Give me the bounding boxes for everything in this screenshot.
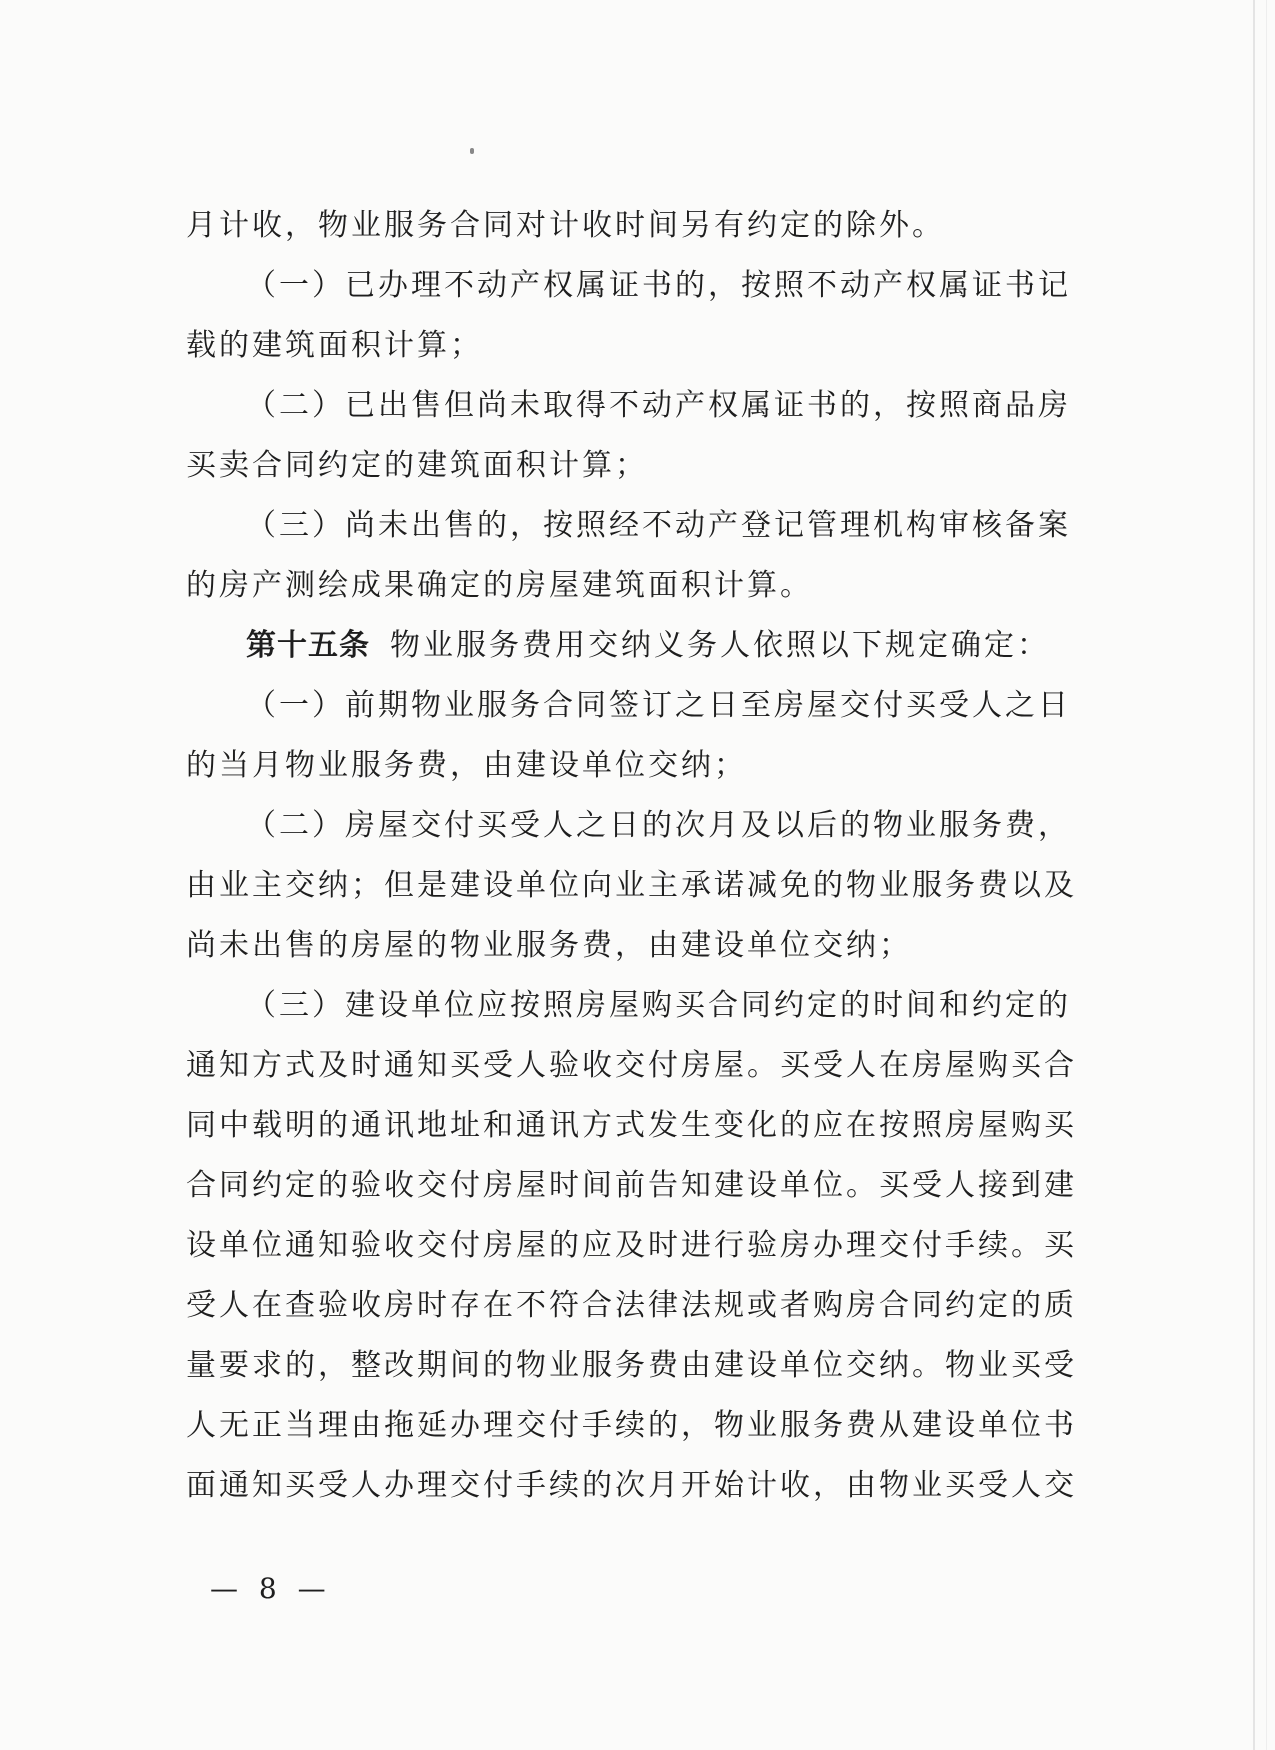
line-text: 买卖合同约定的建筑面积计算；	[186, 448, 648, 483]
text-line	[186, 496, 1122, 556]
text-line	[186, 1396, 1122, 1456]
text-line	[186, 436, 1122, 496]
line-text: 合同约定的验收交付房屋时间前告知建设单位。买受人接到建	[186, 1168, 1077, 1203]
text-line	[186, 1456, 1122, 1516]
scan-speck	[470, 148, 474, 154]
line-text: 的房产测绘成果确定的房屋建筑面积计算。	[186, 568, 813, 603]
text-line	[186, 1276, 1122, 1336]
line-text: （一）已办理不动产权属证书的，按照不动产权属证书记	[246, 268, 1071, 303]
line-text: 尚未出售的房屋的物业服务费，由建设单位交纳；	[186, 928, 912, 963]
line-text: 的当月物业服务费，由建设单位交纳；	[186, 748, 747, 783]
line-text: （二）已出售但尚未取得不动产权属证书的，按照商品房	[246, 388, 1071, 423]
text-line	[186, 1156, 1122, 1216]
page-edge	[1253, 0, 1255, 1750]
text-line	[186, 1336, 1122, 1396]
line-text: 月计收，物业服务合同对计收时间另有约定的除外。	[186, 208, 945, 243]
line-text: 同中载明的通讯地址和通讯方式发生变化的应在按照房屋购买	[186, 1108, 1077, 1143]
line-text: 面通知买受人办理交付手续的次月开始计收，由物业买受人交	[186, 1468, 1077, 1503]
text-line	[186, 1216, 1122, 1276]
text-line	[186, 616, 1122, 676]
text-line	[186, 916, 1122, 976]
line-text: 量要求的，整改期间的物业服务费由建设单位交纳。物业买受	[186, 1348, 1077, 1383]
text-line	[186, 376, 1122, 436]
text-line	[186, 736, 1122, 796]
text-line	[186, 796, 1122, 856]
document-body	[186, 196, 1122, 1516]
text-line	[186, 856, 1122, 916]
line-text: 人无正当理由拖延办理交付手续的，物业服务费从建设单位书	[186, 1408, 1077, 1443]
text-line	[186, 196, 1122, 256]
line-text: （一）前期物业服务合同签订之日至房屋交付买受人之日	[246, 688, 1071, 723]
page-number: — 8 —	[210, 1572, 332, 1605]
article-title: 第十五条	[246, 628, 370, 663]
line-text: （二）房屋交付买受人之日的次月及以后的物业服务费，	[246, 808, 1071, 843]
line-text: 载的建筑面积计算；	[186, 328, 483, 363]
line-text: 物业服务费用交纳义务人依照以下规定确定：	[390, 628, 1050, 663]
line-text: 通知方式及时通知买受人验收交付房屋。买受人在房屋购买合	[186, 1048, 1077, 1083]
text-line	[186, 316, 1122, 376]
line-text: 受人在查验收房时存在不符合法律法规或者购房合同约定的质	[186, 1288, 1077, 1323]
line-text: 由业主交纳；但是建设单位向业主承诺减免的物业服务费以及	[186, 868, 1077, 903]
text-line	[186, 556, 1122, 616]
text-line	[186, 676, 1122, 736]
line-text: （三）尚未出售的，按照经不动产登记管理机构审核备案	[246, 508, 1071, 543]
line-text: （三）建设单位应按照房屋购买合同约定的时间和约定的	[246, 988, 1071, 1023]
text-line	[186, 1096, 1122, 1156]
text-line	[186, 256, 1122, 316]
line-text: 设单位通知验收交付房屋的应及时进行验房办理交付手续。买	[186, 1228, 1077, 1263]
text-line	[186, 976, 1122, 1036]
text-line	[186, 1036, 1122, 1096]
page-edge	[1266, 0, 1267, 1750]
